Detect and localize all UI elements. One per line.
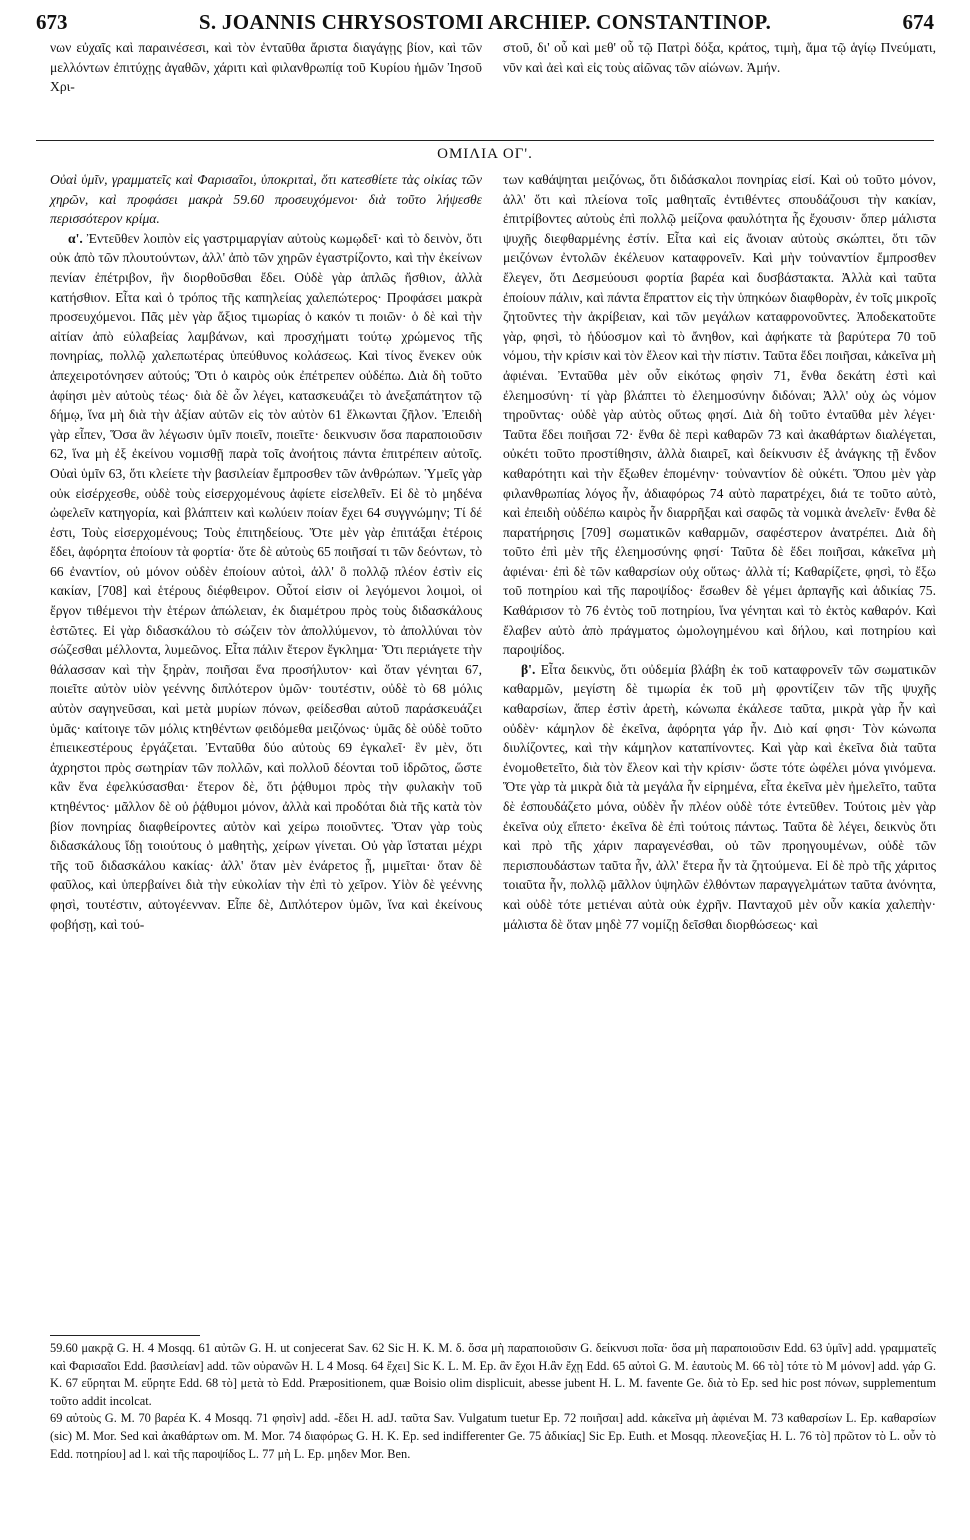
previous-homily-ending-left <box>50 38 482 97</box>
page-number-right: 674 <box>902 10 934 34</box>
page-header <box>36 10 934 36</box>
section-divider <box>36 140 934 141</box>
page-number-left: 673 <box>36 10 68 34</box>
paragraph-2 <box>503 660 936 934</box>
scripture-lemma: Οὐαὶ ὑμῖν, γραμματεῖς καὶ Φαρισαῖοι, ὑποκριταὶ, ὅτι κατεσθίετε τὰς οἰκίας τῶν χηρῶν, καὶ προφάσει μακρὰ 59.60 προσευχόμενοι· διὰ τοῦτο λήψεσθε περισσότερον κρίμα. <box>50 172 482 227</box>
footnote-block-2: 69 αὐτοὺς G. M. 70 βαρέα K. 4 Mosqq. 71 φησὶν] add. -ἔδει H. adJ. ταῦτα Sav. Vulgatum tuetur Ep. 72 ποιῆσαι] add. κἀκεῖνα μὴ ἀφιέναι M. 73 καθαρσίων L. Ep. καθαρσίων (sic) M. Mor. Sed καὶ ἀκαθάρτων om. M. Mor. 74 διαφόρως G. H. K. Ep. sed indifferenter Ge. 75 ἀδικίας] Sic Ep. Euth. et Mosqq. πλεονεξίας H. L. 76 τὸ] πρῶτον τὸ L. οὖν τὸ Edd. ποτηρίου] ad l. καὶ τῆς παροψίδος L. 77 μὴ L. Ep. μηδεν Mor. Ben. <box>50 1411 936 1461</box>
right-column <box>503 170 936 934</box>
footnotes <box>50 1340 936 1463</box>
paragraph-1 <box>50 229 482 934</box>
previous-homily-ending-right <box>503 38 936 77</box>
footnote-divider <box>50 1335 200 1336</box>
right-column-text-1: των καθάψηται μειζόνως, ὅτι διδάσκαλοι πονηρίας εἰσί. Καὶ οὐ τοῦτο μόνον, ἀλλ' ὅτι καὶ πλείονα τοῖς μαθηταῖς ἐντιθέντες σπουδάζουσι τὴν κακίαν, ἐπιτρίβοντες αὐτοὺς ἐπὶ πολλῷ μείζονα φαυλότητα ἧς ἔχουσιν· ὅπερ μάλιστα ψυχῆς διεφθαρμένης ἐστίν. Εἶτα καὶ εἰς ἄνοιαν αὐτοὺς σκώπτει, ὅτι τῶν μειζόνων ἐντολῶν ἐκέλευον καταφρονεῖν. Καὶ μὴν τοὐναντίον ἔμπροσθεν ἔλεγεν, ὅτι Δεσμεύουσι φορτία βαρέα καὶ δυσβάστακτα. Ἀλλὰ καὶ ταῦτα ἐποίουν πάλιν, καὶ πάντα ἔπραττον εἰς τὴν ὑπηκόων διαφθορὰν, ἐν τοῖς μικροῖς ζητοῦντες τὴν ἀκρίβειαν, καὶ τῶν μεγάλων καταφρονοῦντες. Ἀποδεκατοῦτε γὰρ, φησὶ, τὸ ἡδύοσμον καὶ τὸ ἄνηθον, καὶ ἀφήκατε τὰ βαρύτερα 70 τοῦ νόμου, τὴν κρίσιν καὶ τὸν ἔλεον καὶ τὴν πίστιν. Ταῦτα ἔδει ποιῆσαι, κἀκεῖνα μὴ ἀφιέναι. Ἐνταῦθα μὲν οὖν εἰκότως φησὶν 71, ἔνθα δεκάτη ἐστὶ καὶ ἐλεημοσύνη· τί γὰρ βλάπτει τὸ ἐλεημοσύνην διδόναι; Ἀλλ' οὐχ ὡς νόμον τηροῦντας· οὐδὲ γὰρ αὐτὸς οὕτως φησί. Διὰ δὴ τοῦτο ἐνταῦθα μὲν λέγει· Ταῦτα ἔδει ποιῆσαι 72· ἔνθα δὲ περὶ καθαρῶν 73 καὶ ἀκαθάρτων διαλέγεται, οὐκέτι τοῦτο προστίθησιν, ἀλλὰ διαιρεῖ, καὶ δείκνυσιν ἐξ ἀνάγκης τῇ ἔνδον καθαρότητι καὶ τὴν ἔξωθεν ἑπομένην· τοὐναντίον δὲ οὐκέτι. Ὅπου μὲν γὰρ φιλανθρωπίας λόγος ἦν, ἀδιαφόρως 74 αὐτὸ παρατρέχει, διά τε τοῦτο αὐτὸ, καὶ ἐπειδὴ οὐδέπω καιρὸς ἦν διαρρῆξαι καὶ σαφῶς τὰ νομικὰ ἀνελεῖν· ἔνθα δὲ παρατήρησις [709] σωματικῶν καθαρμῶν, σαφέστερον ἀνατρέπει. Διὰ δὴ τοῦτο ἐπὶ μὲν τῆς ἐλεημοσύνης φησί· Ταῦτα δὲ ἔδει ποιῆσαι, κἀκεῖνα μὴ ἀφιέναι· ἐπὶ δὲ τῶν καθαρσίων οὐχ οὕτως· ἀλλὰ τί; Καθαρίζετε, φησὶ, τὸ ἔξω τοῦ ποτηρίου καὶ τῆς παροψίδος· ἔσωθεν δὲ γέμει ἁρπαγῆς καὶ ἀδικίας 75. Καθάρισον τὸ 76 ἐντὸς τοῦ ποτηρίου, ἵνα γένηται καὶ τὸ ἐκτὸς καθαρόν. Καὶ ἔλαβεν αὐτὸ ἀπὸ πράγματος ὡμολογημένου καὶ δήλου, καὶ ποτηρίου καὶ παροψίδος. <box>503 172 936 658</box>
paragraph-2-text: Εἶτα δεικνὺς, ὅτι οὐδεμία βλάβη ἐκ τοῦ καταφρονεῖν τῶν σωματικῶν καθαρμῶν, μεγίστη δὲ τιμωρία ἐκ τοῦ μὴ φροντίζειν τῶν τῆς ψυχῆς καθαρσίων, ἅπερ ἐστὶν ἀρετὴ, κώνωπα ἐκάλεσε ταῦτα, μικρὰ γὰρ ἦν καὶ οὐδὲν· κάμηλον δὲ ἐκεῖνα, ἀφόρητα γάρ ἦν. Διὸ καί φησι· Τὸν κώνωπα διυλίζοντες, καὶ τὴν κάμηλον καταπίνοντες. Καὶ γὰρ καὶ ἐκεῖνα διὰ ταῦτα ἐνομοθετεῖτο, διὰ τὸν ἔλεον καὶ τὴν κρίσιν· ὥστε τότε ὠφέλει μόνα γινόμενα. Ὅτε γὰρ τὰ μικρὰ διὰ τὰ μεγάλα ἦν εἰρημένα, εἶτα ἐκεῖνα μὲν ἠμελεῖτο, ταῦτα δὲ ἐσπουδάζετο μόνα, οὐδὲν ἦν πλέον οὐδὲ τότε ἐντεῦθεν. Τούτοις μὲν γὰρ ἐκεῖνα οὐχ εἵπετο· ἐκεῖνα δὲ ἐπὶ τούτοις πάντως. Ταῦτα δὲ λέγει, δεικνὺς ὅτι καὶ πρὸ τῆς χάριν παραγενέσθαι, οὐ τῶν προηγουμένων, οὐδὲ τῶν περισπουδάστων ταῦτα ἦν, ἀλλ' ἕτερα ἦν τὰ ζητούμενα. Εἰ δὲ πρὸ τῆς χάριτος τοιαῦτα ἦν, πολλῷ μᾶλλον ὑψηλῶν ἐλθόντων παραγγελμάτων ταῦτα ἀνόνητα, καὶ οὐδὲ τότε μετιέναι αὐτὰ οὐκ ἐχρῆν. Πανταχοῦ μὲν οὖν κακία χαλεπὴν· μάλιστα δὲ ὅταν μηδὲ 77 νομίζῃ δεῖσθαι διορθώσεως· καὶ <box>503 661 936 932</box>
footnote-block-1: 59.60 μακρᾷ G. H. 4 Mosqq. 61 αὐτῶν G. H. ut conjecerat Sav. 62 Sic H. K. M. δ. ὅσα μὴ παραποιοῦσιν G. δείκνυσι ποῖα· ὅσα μὴ παραποιοῦσιν Edd. 63 ὑμῖν] add. γραμματεῖς καὶ Φαρισαῖοι Edd. βασιλείαν] add. τῶν οὐρανῶν H. L 4 Mosq. 64 ἔχει] Sic K. L. M. Ep. ἂν ἔχοι H.ἂν ἔχῃ Edd. 65 αὐτοὶ G. M. ἑαυτοὺς M. 66 τὸ] τότε τὸ M μόνον] add. γάρ G. K. 67 εὕρηται M. εὕρητε Edd. 68 τὸ] μετὰ τὸ Edd. Præpositionem, quæ Boisio olim displicuit, abesse jubent H. L. M. favente Ge. διὰ τὸ Ep. sed hic post πόνων, supplementum τοῦτο addit incolcat. <box>50 1341 936 1408</box>
homily-title: ΟΜΙΛΙΑ ΟΓ'. <box>437 146 533 162</box>
paragraph-1-text: Ἐντεῦθεν λοιπὸν εἰς γαστριμαργίαν αὐτοὺς κωμῳδεῖ· καὶ τὸ δεινὸν, ὅτι οὐκ ἀπὸ τῶν πλουτούντων, ἀλλ' ἀπὸ τῶν χηρῶν ἐγαστρίζοντο, καὶ τὴν ἐκείνων πενίαν ἐπέτριβον, ἣν διορθοῦσθαι ἔδει. Οὐδὲ γὰρ ἁπλῶς ἤσθιον, ἀλλὰ κατήσθιον. Εἶτα καὶ ὁ τρόπος τῆς καπηλείας χαλεπώτερος· Προφάσει μακρὰ προσευχόμενοι. Πᾶς μὲν γὰρ ἄξιος τιμωρίας ὁ κακόν τι ποιῶν· ὁ δὲ καὶ τὴν αἰτίαν ἀπὸ εὐλαβείας λαμβάνων, καὶ προσχήματι τούτῳ χρώμενος τῆς πονηρίας, πολλῷ χαλεπωτέρας ὑπεύθυνος κολάσεως. Καὶ τίνος ἕνεκεν οὐκ ἀπεχειροτόνησεν αὐτούς; Ὅτι ὁ καιρὸς οὐκ ἐπέτρεπεν οὐδέπω. Διὰ δὴ τοῦτο ἀφίησι μὲν αὐτοὺς τέως· διὰ δὲ ὧν λέγει, κατασκευάζει τὸ ἀνεξαπάτητον τῷ δήμῳ, ἵνα μὴ διὰ τὴν ἀξίαν αὐτῶν εἰς τὸν αὐτὸν 61 ἕλκωνται ζῆλον. Ἐπειδὴ γὰρ εἶπεν, Ὅσα ἂν λέγωσιν ὑμῖν ποιεῖν, ποιεῖτε· δεικνυσιν ὅσα παραποιοῦσιν 62, ἵνα μὴ ἐξ ἐκείνου νομισθῇ παρὰ τοῖς ἀνοήτοις πάντα ἐπιτρέπειν αὐτοῖς. Οὐαὶ ὑμῖν 63, ὅτι κλείετε τὴν βασιλείαν ἔμπροσθεν τῶν ἀνθρώπων. Ὑμεῖς γὰρ οὐκ εἰσέρχεσθε, οὐδὲ τοὺς εἰσερχομένους ἀφίετε εἰσελθεῖν. Εἰ δὲ τὸ μηδένα ὠφελεῖν κατηγορία, καὶ βλάπτειν καὶ κωλύειν ποίαν ἔχει 64 συγγνώμην; Τί δέ ἐστι, Τοὺς εἰσερχομένους; Τοὺς ἐπιτηδείους. Ὅτε μὲν γὰρ ἐπιτάξαι ἑτέροις ἔδει, ἀφόρητα ἐποίουν τὰ φορτία· ὅτε δὲ αὐτοὺς 65 ποιῆσαί τι τῶν δεόντων, τὸ 66 ἐναντίον, οὐ μόνον οὐδὲν ἐποίουν αὐτοὶ, ἀλλ' ὃ πολλῷ πλέον ἐστὶν εἰς κακίαν, [708] καὶ ἑτέρους διέφθειρον. Οὗτοί εἰσιν οἱ λεγόμενοι λοιμοὶ, οἱ ἔργον τιθέμενοι τὴν ἑτέρων ἀπώλειαν, ἐκ διαμέτρου πρὸς τοὺς διδασκάλους ἑστῶτες. Εἰ γὰρ διδασκάλου τὸ σώζειν τὸν ἀπολλύμενον, τὸ ἀπολλύναι τὸν σώζεσθαι μέλλοντα, λυμεῶνος. Εἶτα πάλιν ἕτερον ἔγκλημα· Ὅτι περιάγετε τὴν θάλασσαν καὶ τὴν ξηρὰν, ποιῆσαι ἕνα προσήλυτον· καὶ ὅταν γένηται 67, ποιεῖτε αὐτὸν υἱὸν γεέννης διπλότερον ὑμῶν· τουτέστιν, οὐδὲ τὸ 68 μόλις αὐτὸν σαγηνεῦσαι, καὶ μετὰ μυρίων πόνων, φείδεσθαι αὐτοῦ παράσκευάζει ὑμᾶς· καίτοιγε τῶν μόλις κτηθέντων φειδόμεθα μειζόνως· ὑμᾶς δὲ οὐδὲ τοῦτο ἐπιεικεστέρους ἐργάζεται. Ἐνταῦθα δύο αὐτοὺς 69 ἐγκαλεῖ· ἓν μὲν, ὅτι ἀχρηστοι πρὸς σωτηρίαν τῶν πολλῶν, καὶ πολλοῦ δέονται τοῦ ἱδρῶτος, ὥστε κἂν ἕνα ἐφελκύσασθαι· ἕτερον δὲ, ὅτι ῥᾴθυμοι πρὸς τὴν φυλακὴν τοῦ κτηθέντος· μᾶλλον δὲ οὐ ῥᾴθυμοι μόνον, ἀλλὰ καὶ προδόται διὰ τῆς κατὰ τὸν βίον πονηρίας διαφθείροντες αὐτὸν καὶ χείρω ποιοῦντες. Ὅταν γὰρ τοὺς διδασκάλους ἴδῃ τοιούτους ὁ μαθητὴς, χείρων γίνεται. Οὐ γὰρ ἵσταται μέχρι τῆς τοῦ διδασκάλου κακίας· ἀλλ' ὅταν μὲν ἐνάρετος ᾖ, μιμεῖται· ὅταν δὲ φαῦλος, καὶ ὑπερβαίνει διὰ τὴν εὐκολίαν τὴν ἐπὶ τὸ χεῖρον. Υἱὸν δὲ γεέννης φησὶ, τουτέστιν, αὐτογέενναν. Εἶπε δὲ, Διπλότερον ὑμῶν, ἵνα καὶ ἐκείνους φοβήσῃ, καὶ τού- <box>50 230 483 932</box>
section-mark-alpha: α'. <box>68 230 83 246</box>
section-mark-beta: β'. <box>521 661 536 677</box>
running-title: S. JOANNIS CHRYSOSTOMI ARCHIEP. CONSTANTINOP. <box>198 10 772 34</box>
continuation-text-left: νων εὐχαῖς καὶ παραινέσεσι, καὶ τὸν ἐνταῦθα ἄριστα διαγάγῃς βίον, καὶ τῶν μελλόντων ἐπιτύχῃς ἀγαθῶν, χάριτι καὶ φιλανθρωπίᾳ τοῦ Κυρίου ἡμῶν Ἰησοῦ Χρι- <box>50 40 482 95</box>
continuation-text-right: στοῦ, δι' οὗ καὶ μεθ' οὗ τῷ Πατρὶ δόξα, κράτος, τιμὴ, ἅμα τῷ ἁγίῳ Πνεύματι, νῦν καὶ ἀεὶ καὶ εἰς τοὺς αἰῶνας τῶν αἰώνων. Ἀμήν. <box>503 40 936 75</box>
left-column <box>50 170 482 934</box>
